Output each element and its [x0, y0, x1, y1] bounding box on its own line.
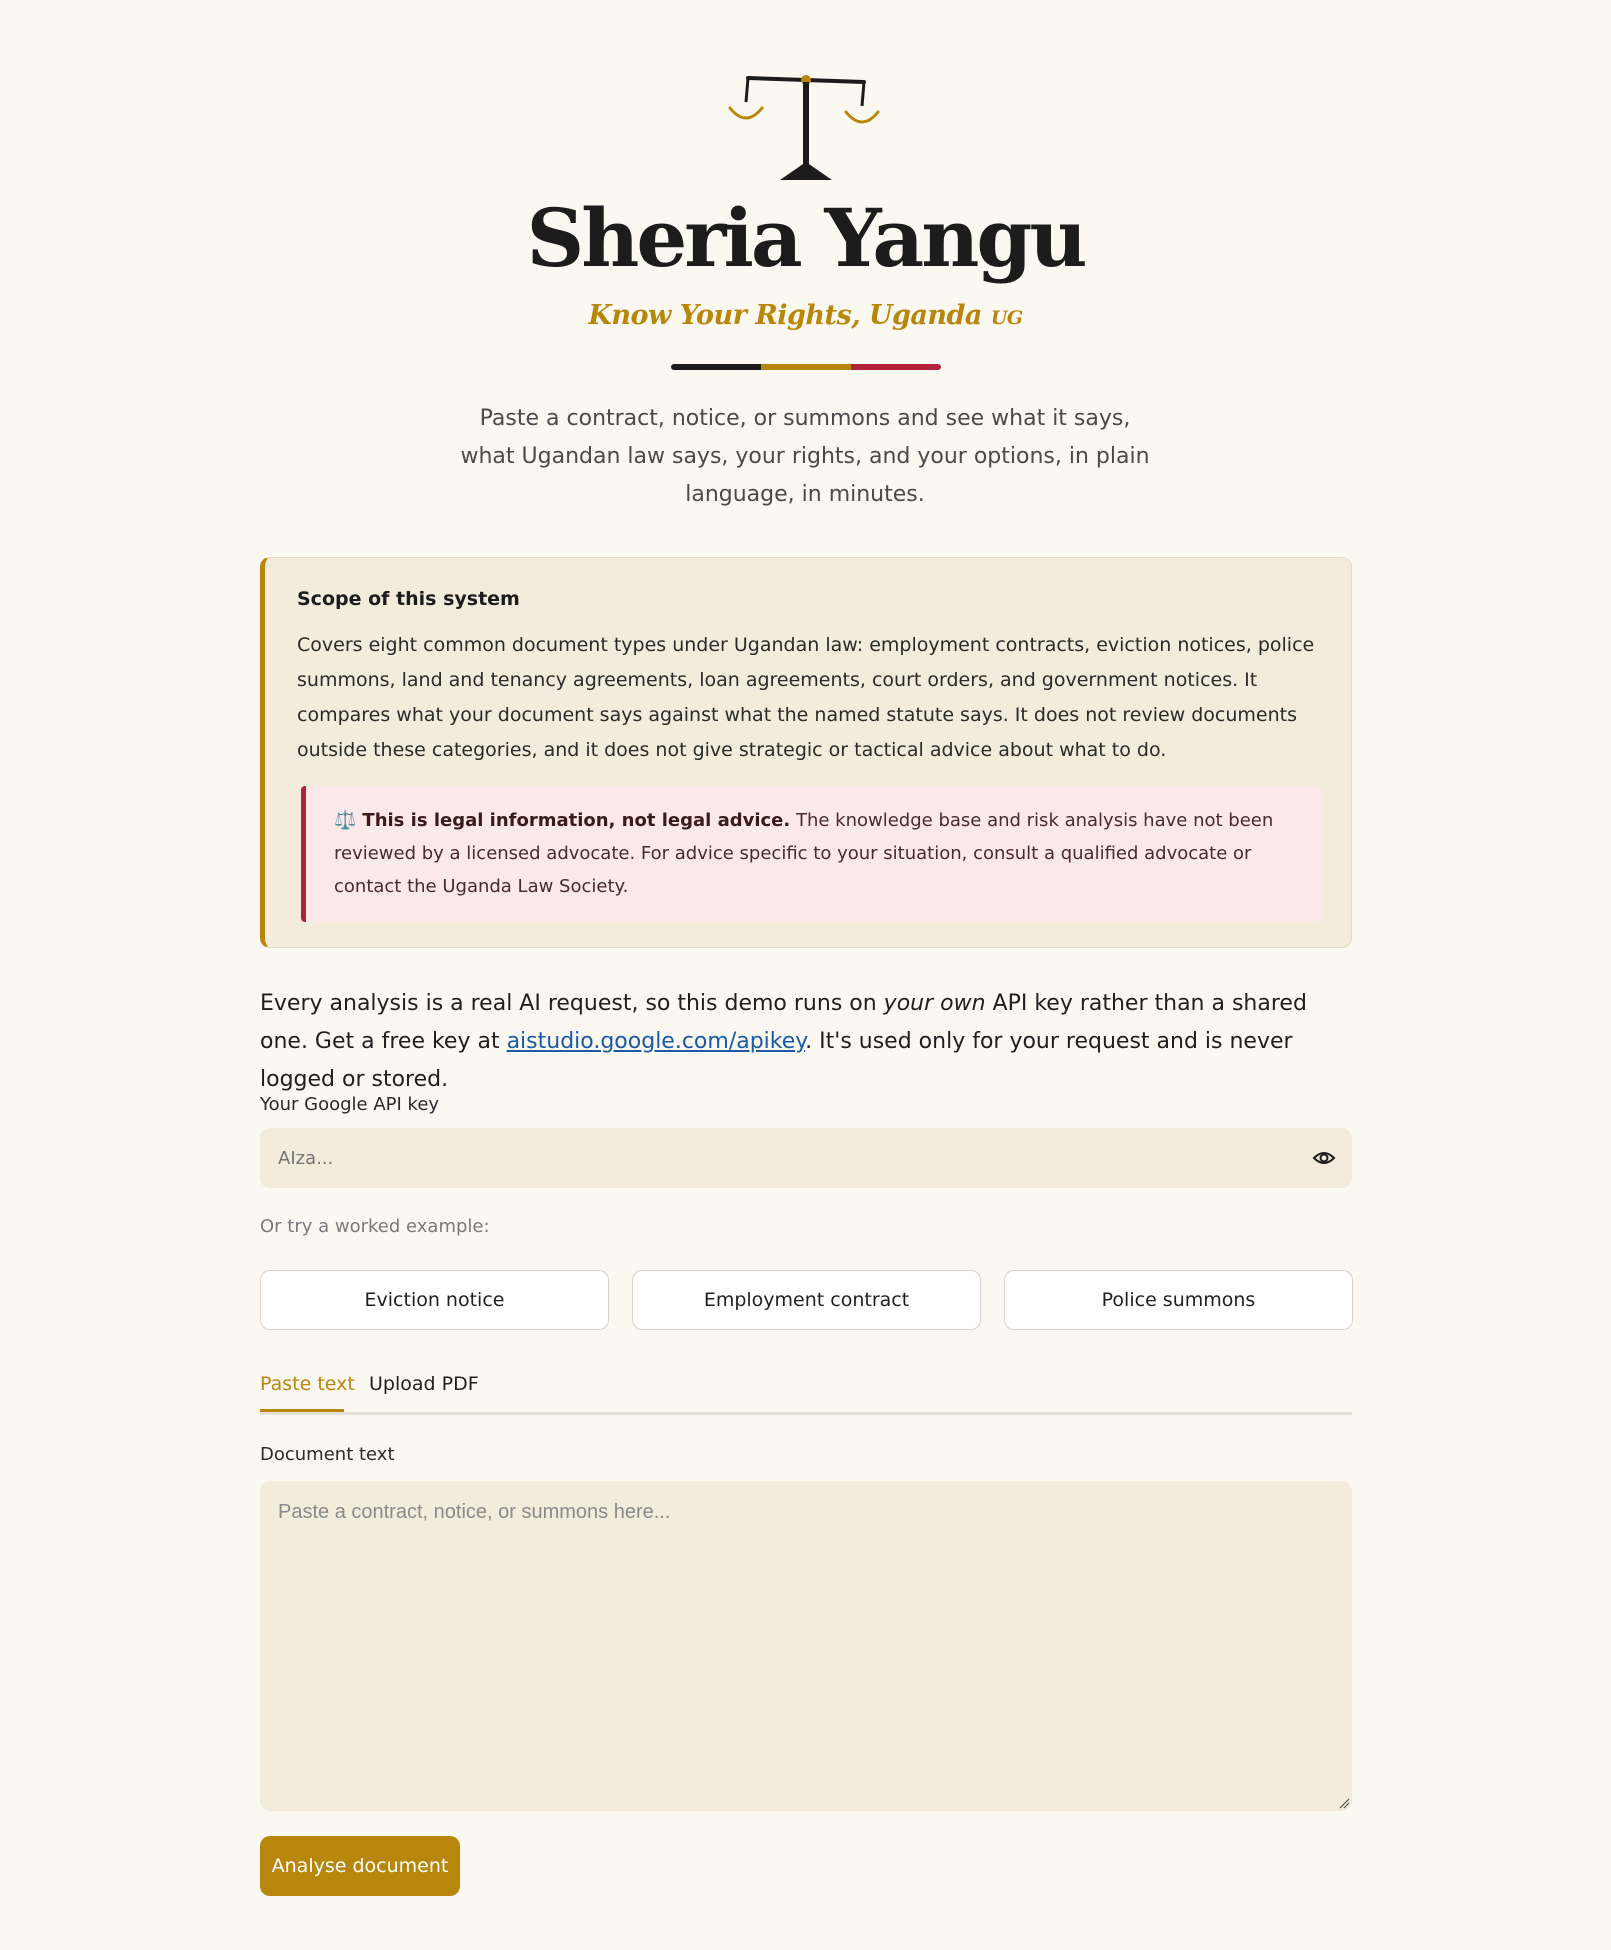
- api-key-link[interactable]: aistudio.google.com/apikey: [506, 1029, 806, 1054]
- example-police-summons-button[interactable]: Police summons: [1004, 1270, 1353, 1330]
- tab-paste-text[interactable]: Paste text: [260, 1373, 355, 1395]
- example-employment-contract-button[interactable]: Employment contract: [632, 1270, 981, 1330]
- show-password-eye-icon[interactable]: [1312, 1147, 1336, 1169]
- page-title: Sheria Yangu: [526, 191, 1085, 285]
- api-note-part2: API key rather than a shared one. Get a free key at: [260, 991, 1307, 1054]
- api-note-part3: . It's used only for your request and is never logged or stored.: [260, 1029, 1293, 1092]
- input-mode-tabs: [260, 1365, 1352, 1415]
- tab-upload-pdf[interactable]: Upload PDF: [369, 1373, 479, 1395]
- api-key-input[interactable]: [260, 1128, 1352, 1188]
- scope-body: Covers eight common document types under Ugandan law: employment contracts, eviction notices, police summons, land and tenancy agreements, loan agreements, court orders, and government notices. It compares what your document says against what the named statute says. It does not review documents outside these categories, and it does not give strategic or tactical advice about what to do.: [297, 634, 1315, 761]
- flag-stripe-divider: [671, 364, 941, 370]
- api-key-label: Your Google API key: [260, 1094, 440, 1115]
- api-key-note: [260, 985, 1352, 1099]
- analyse-document-button[interactable]: Analyse document: [260, 1836, 460, 1896]
- resize-handle-icon[interactable]: [1338, 1797, 1350, 1809]
- subtitle-text: Know Your Rights, Uganda: [588, 300, 982, 331]
- stripe-black: [671, 364, 761, 370]
- document-textarea[interactable]: [260, 1481, 1352, 1811]
- active-tab-indicator: [260, 1409, 344, 1412]
- scales-of-justice-logo: [728, 72, 884, 184]
- scope-panel: [260, 557, 1352, 948]
- uganda-flag-icon: UG: [990, 307, 1023, 329]
- stripe-red: [851, 364, 941, 370]
- disclaimer-bold: This is legal information, not legal advice.: [362, 810, 791, 831]
- scope-title: Scope of this system: [297, 588, 520, 610]
- stripe-gold: [761, 364, 851, 370]
- page-subtitle: [0, 300, 1611, 331]
- scales-icon: ⚖️: [334, 810, 357, 831]
- disclaimer-text: The knowledge base and risk analysis have not been reviewed by a licensed advocate. For advice specific to your situation, consult a qualified advocate or contact the Uganda Law Society.: [334, 810, 1274, 897]
- legal-disclaimer: [301, 786, 1323, 922]
- api-note-part1: Every analysis is a real AI request, so this demo runs on: [260, 991, 884, 1016]
- intro-text: Paste a contract, notice, or summons and see what it says, what Ugandan law says, your rights, and your options, in plain language, in minutes.: [460, 406, 1150, 507]
- example-eviction-notice-button[interactable]: Eviction notice: [260, 1270, 609, 1330]
- document-text-label: Document text: [260, 1444, 395, 1465]
- api-note-emphasis: your own: [883, 991, 986, 1016]
- document-placeholder: Paste a contract, notice, or summons here...: [278, 1501, 671, 1523]
- examples-label: Or try a worked example:: [260, 1216, 490, 1237]
